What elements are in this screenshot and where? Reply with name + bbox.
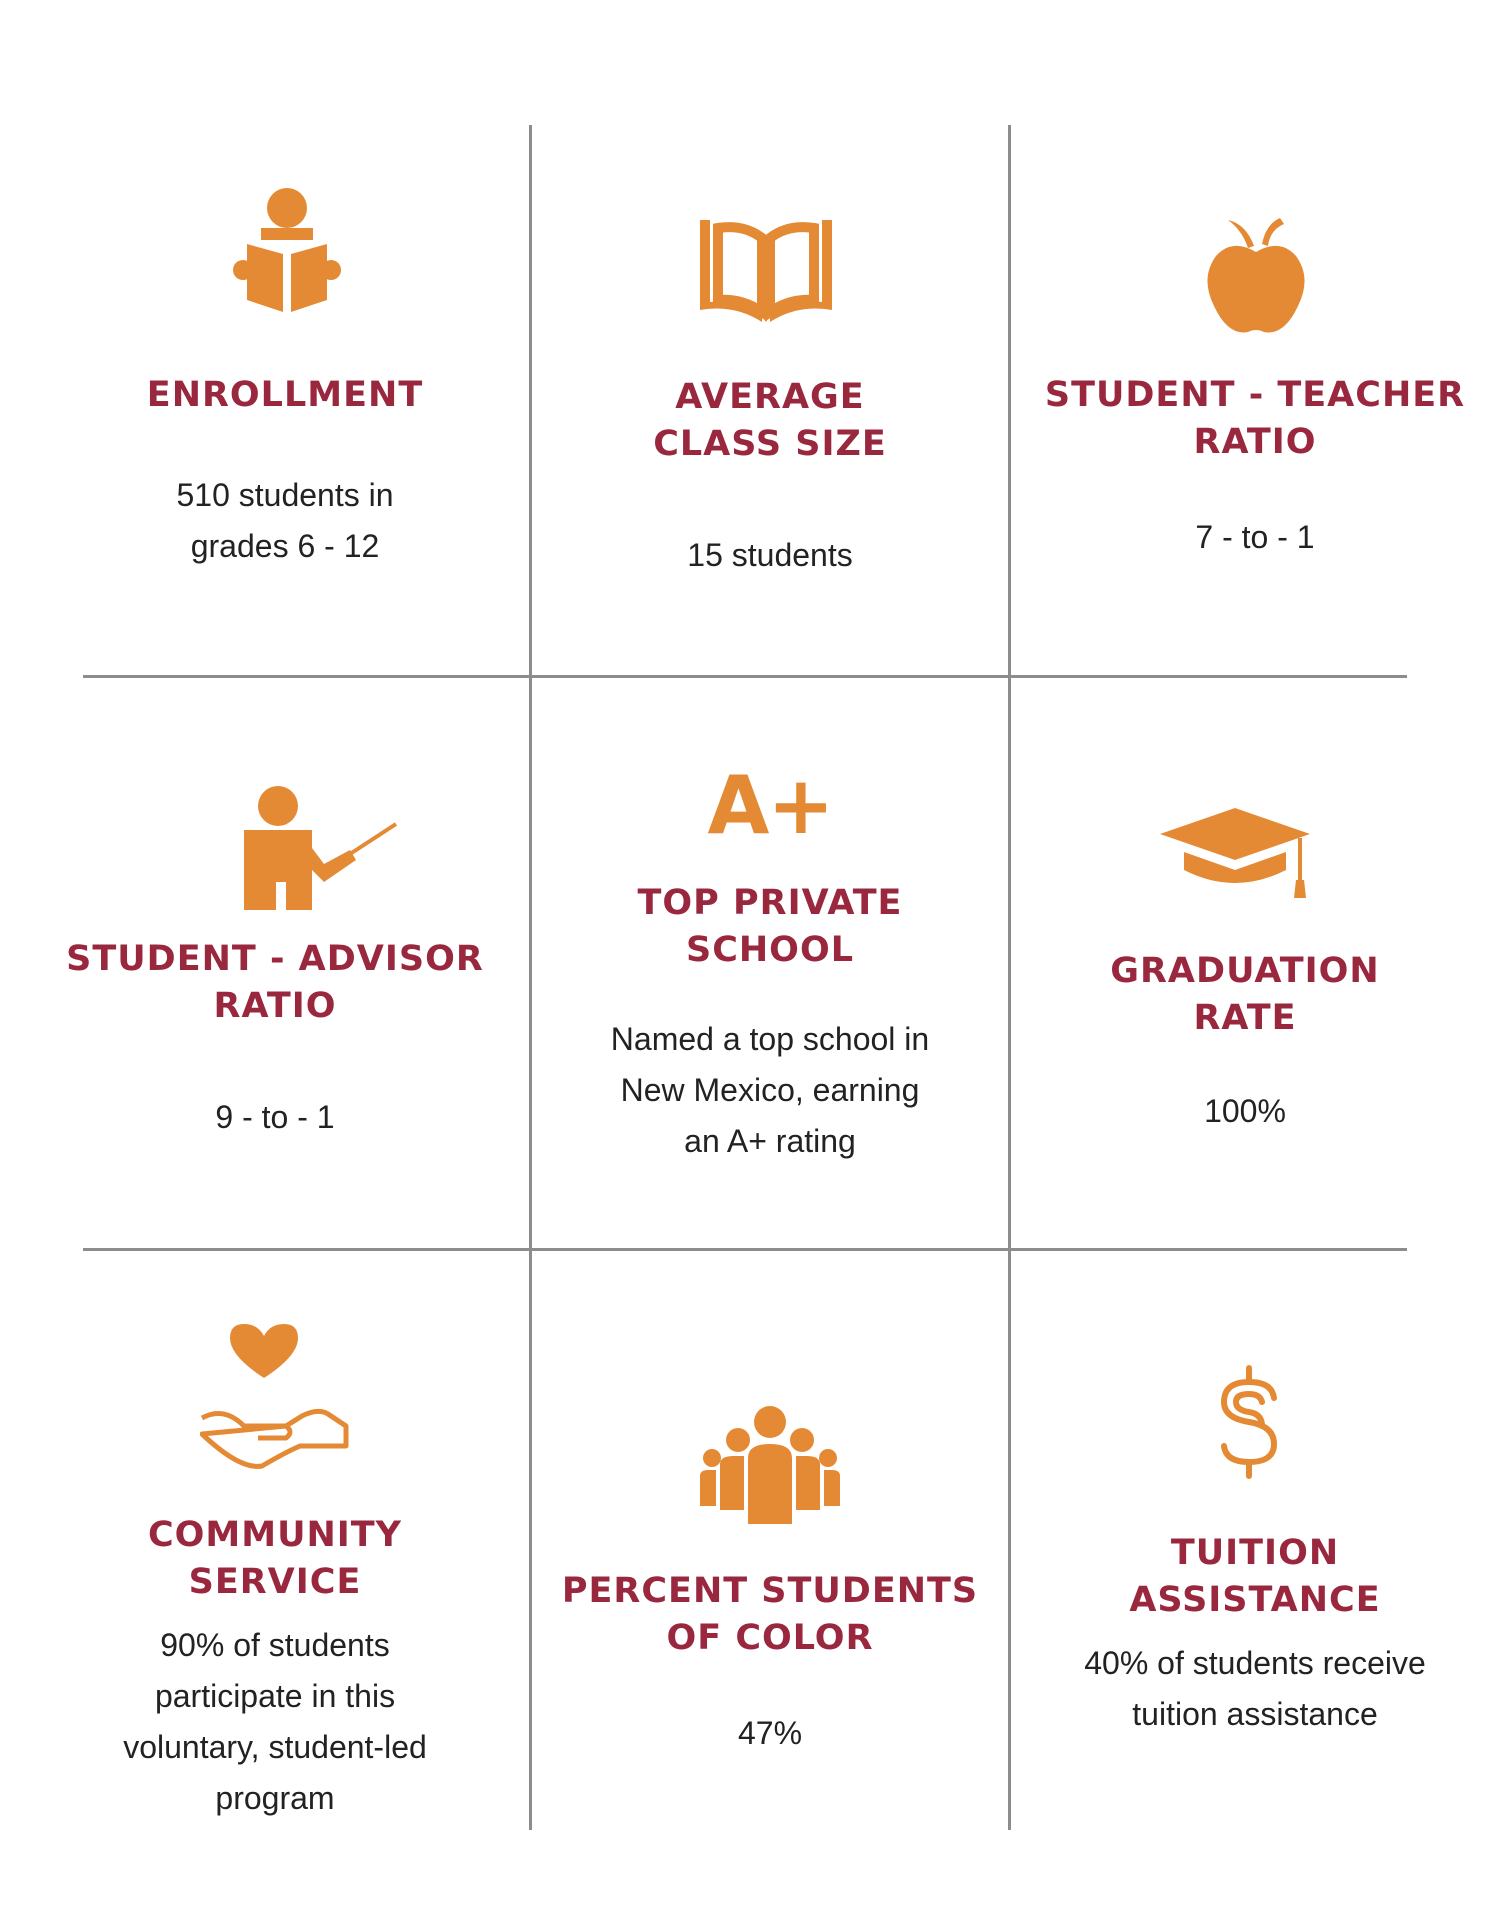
group-people-icon: [700, 1406, 840, 1524]
heart-hand-icon: [200, 1322, 350, 1470]
stat-title: AVERAGE CLASS SIZE: [653, 377, 887, 464]
teacher-pointer-icon: [224, 786, 398, 910]
stat-title: TOP PRIVATE SCHOOL: [637, 883, 903, 970]
graduation-cap-icon: [1160, 808, 1310, 902]
stat-community-service: [40, 1250, 510, 1830]
stat-description: 40% of students receive tuition assistance: [1084, 1645, 1426, 1732]
apple-icon: [1206, 216, 1306, 334]
stat-description: 7 - to - 1: [1195, 519, 1315, 555]
divider-horizontal-top: [83, 675, 1407, 678]
stat-title: TUITION ASSISTANCE: [1129, 1533, 1381, 1620]
dollar-sign-icon: [1212, 1364, 1286, 1480]
stat-title: COMMUNITY SERVICE: [147, 1515, 403, 1602]
stat-student-teacher-ratio: [1010, 150, 1500, 580]
stat-student-advisor-ratio: [40, 680, 510, 1240]
stat-description: 100%: [1204, 1093, 1286, 1129]
stat-title: ENROLLMENT: [146, 375, 424, 415]
student-reading-icon: [233, 188, 341, 312]
stat-tuition-assistance: [1010, 1250, 1500, 1830]
stat-description: 15 students: [687, 537, 853, 573]
stat-description: 9 - to - 1: [215, 1099, 335, 1135]
stat-description: 47%: [737, 1715, 803, 1751]
stat-title: PERCENT STUDENTS OF COLOR: [561, 1571, 979, 1658]
stat-description: 510 students in grades 6 - 12: [176, 477, 394, 564]
stat-enrollment: [40, 150, 530, 580]
stat-percent-students-of-color: [530, 1250, 1010, 1830]
stat-description: Named a top school in New Mexico, earning an A+ rating: [610, 1021, 930, 1159]
open-book-icon: [700, 220, 832, 322]
a-plus-icon: A+: [707, 759, 833, 852]
stat-title: STUDENT - TEACHER RATIO: [1044, 375, 1466, 462]
stat-title: GRADUATION RATE: [1110, 951, 1380, 1038]
stat-average-class-size: [530, 150, 1010, 580]
stat-top-private-school: [530, 680, 1010, 1240]
stat-title: STUDENT - ADVISOR RATIO: [66, 939, 484, 1026]
stat-description: 90% of students participate in this voluntary, student-led program: [123, 1627, 427, 1816]
stat-graduation-rate: [1010, 680, 1480, 1240]
